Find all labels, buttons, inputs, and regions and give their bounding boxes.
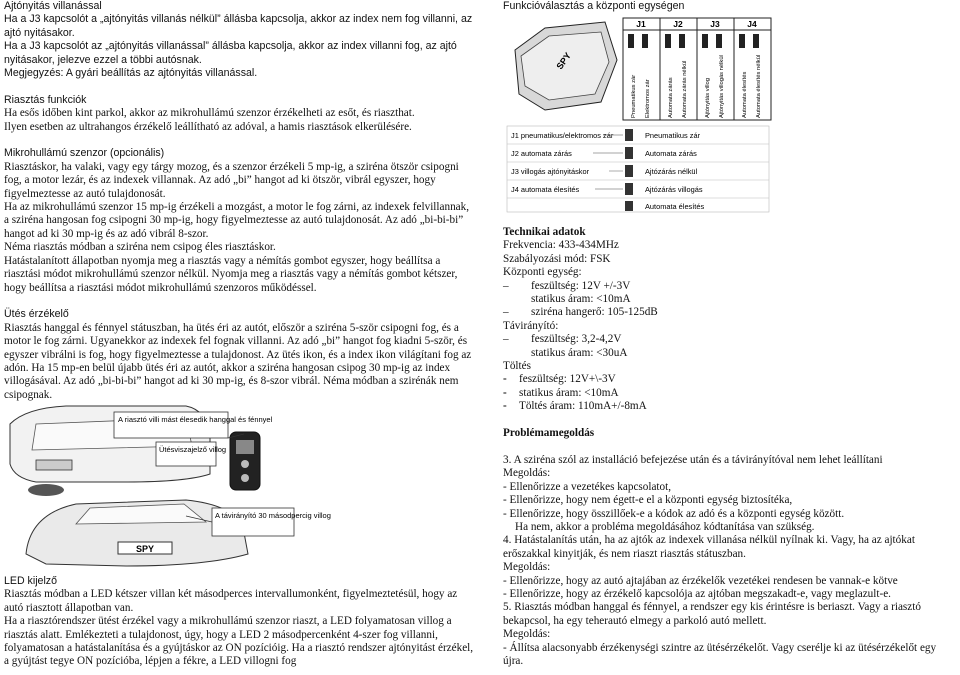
led-p1: Riasztás módban a LED kétszer villan két másodperces intervallumonként, figyelmeztetésül, hogy az autó riasztott állapotban van. bbox=[4, 588, 458, 614]
microwave-p3: Néma riasztás módban a sziréna nem csipog éles riasztáskor. bbox=[4, 241, 276, 254]
central-unit-illustration bbox=[505, 14, 773, 214]
alarm-scene-illustration bbox=[6, 404, 331, 574]
tech-charge-label: Töltés bbox=[503, 360, 531, 373]
switch-label-8: Automata élesítés nélkül bbox=[756, 54, 762, 118]
trouble-3-c: - Ellenőrizze, hogy összillőek-e a kódok az adó és a központi egység között. bbox=[503, 507, 845, 520]
map-row-3-left: J3 villogás ajtónyitáskor bbox=[511, 167, 590, 176]
trouble-3-b: - Ellenőrizze, hogy nem égett-e el a központi egység biztosítéka, bbox=[503, 494, 793, 507]
trouble-3: 3. A sziréna szól az installáció befejezése után és a távirányítóval nem lehet leállítani bbox=[503, 453, 883, 466]
door-flash-p2: Ha a J3 kapcsolót az „ajtónyitás villanással” állásba kapcsolja, akkor az index villanni fog, az ajtó nyitásakor, jelezve ezzel a többi autósnak. bbox=[4, 40, 457, 66]
microwave-title: Mikrohullámú szenzor (opcionális) bbox=[4, 147, 165, 160]
switch-label-4: Automata zárás nélkül bbox=[682, 60, 688, 118]
led-section bbox=[4, 575, 474, 669]
tech-charge-current: - Töltés áram: 110mA+/-8mA bbox=[503, 400, 647, 413]
switch-header-j2: J2 bbox=[673, 19, 683, 29]
map-row-4-left: J4 automata élesítés bbox=[511, 185, 580, 194]
trouble-3-d: Ha nem, akkor a probléma megoldásához kódtanítása van szükség. bbox=[515, 520, 815, 533]
trouble-5-a: - Állítsa alacsonyabb érzékenységi szintre az ütésérzékelőt. Vagy cserélje ki az ütésérzékelőt egy újra. bbox=[503, 641, 937, 667]
microwave-p4: Hatástalanított állapotban nyomja meg a riasztás vagy a némítás gombot egyszer, hogy beállítsa a riasztási módot mikrohullámú szenzor nélkül. Nyomja meg a riasztás vagy a némítás gombot kétszer, hogy beállítsa a riasztási módot mikrohullámú szenzoros működéssel. bbox=[4, 254, 458, 294]
switch-label-5: Ajtónyitás villog bbox=[705, 78, 711, 118]
left-column bbox=[4, 0, 474, 402]
map-row-2-left: J2 automata zárás bbox=[511, 149, 572, 158]
trouble-3-solution-label: Megoldás: bbox=[503, 467, 551, 480]
trouble-4-solution-label: Megoldás: bbox=[503, 561, 551, 574]
door-flash-p1: Ha a J3 kapcsolót a „ajtónyitás villanás nélkül” állásba kapcsolja, akkor az index nem fog villanni, az ajtó nyitásakor. bbox=[4, 13, 473, 39]
tech-title: Technikai adatok bbox=[503, 226, 586, 238]
tech-remote-voltage: – feszültség: 3,2-4,2V bbox=[503, 333, 622, 346]
rain-title: Riasztás funkciók bbox=[4, 93, 87, 106]
right-column bbox=[503, 0, 958, 13]
led-title: LED kijelző bbox=[4, 575, 57, 587]
switch-label-3: Automata zárás bbox=[668, 77, 674, 118]
tech-frequency: Frekvencia: 433-434MHz bbox=[503, 239, 619, 252]
shock-p1: Riasztás hanggal és fénnyel státuszban, ha ütés éri az autót, először a sziréna 5-ször csipogni fog, és a motor le fog zárni. Ugyanekkor az indexek fel fognak villanni. Az adó „bi” hangot fog kiadni 5-ször, és egyszer vibrálni is fog, hogy figyelmeztesse a tulajdonost. Az ütés ikon, és a index ikon világítani fog az adón. Ha 15 mp-en belül újabb ütés éri az autót, akkor a sziréna hangosan csipog 30 mp-ig az index villogásával. Az adó „bi-bi-bi” hangot ad ki 30 mp-ig, és 8-szor vibrál. Néma módban a szirénák nem csipognak. bbox=[4, 321, 472, 401]
rain-p1: Ha esős időben kint parkol, akkor az mikrohullámú szenzor érzékelheti az esőt, és riaszthat. bbox=[4, 107, 415, 120]
shock-title: Ütés érzékelő bbox=[4, 308, 69, 321]
map-row-5-right: Automata élesítés bbox=[645, 202, 705, 211]
map-row-4-right: Ajtózárás villogás bbox=[645, 185, 703, 194]
switch-header-j3: J3 bbox=[710, 19, 720, 29]
microwave-p1: Riasztáskor, ha valaki, vagy egy tárgy mozog, és a szenzor érzékeli 5 mp-ig, a sziréna ötször csipogni fog, a motor lezár, és az indexek villannak. Az adó „bi” hangot ad ki ötször, vibrál egyszer, hogy figyelmeztesse az autó tulajdonosát. bbox=[4, 160, 459, 200]
trouble-3-a: - Ellenőrizze a vezetékes kapcsolatot, bbox=[503, 480, 672, 493]
tech-charge-static: - statikus áram: <10mA bbox=[503, 386, 619, 399]
tech-modulation: Szabályozási mód: FSK bbox=[503, 252, 611, 265]
map-row-3-right: Ajtózárás nélkül bbox=[645, 167, 698, 176]
tech-remote-static: statikus áram: <30uA bbox=[531, 346, 628, 359]
switch-label-6: Ajtónyitás villogás nélkül bbox=[719, 55, 725, 118]
switch-header-j4: J4 bbox=[747, 19, 757, 29]
switch-label-2: Elektromos zár bbox=[645, 79, 651, 118]
tech-remote-label: Távirányító: bbox=[503, 319, 559, 332]
door-flash-note: Megjegyzés: A gyári beállítás az ajtónyitás villanással. bbox=[4, 67, 258, 80]
door-flash-title: Ajtónyitás villanással bbox=[4, 0, 102, 12]
switch-label-7: Automata élesítés bbox=[742, 71, 748, 118]
map-row-2-right: Automata zárás bbox=[645, 149, 697, 158]
unit-brand-text: SPY bbox=[554, 50, 573, 72]
scene-callout-3: A távirányító 30 másodpercig villog bbox=[215, 511, 331, 520]
tech-data-section bbox=[503, 226, 958, 668]
central-unit-figure bbox=[505, 14, 773, 214]
trouble-5-solution-label: Megoldás: bbox=[503, 628, 551, 641]
scene-callout-1: A riasztó villi mást élesedik hanggal és fénnyel bbox=[118, 415, 273, 424]
map-row-1-right: Pneumatikus zár bbox=[645, 131, 701, 140]
rain-section bbox=[4, 94, 474, 107]
trouble-5: 5. Riasztás módban hanggal és fénnyel, a rendszer egy kis érintésre is beriaszt. Vagy a riasztó bekapcsol, ha egy teherautó elmegy a parkoló autó mellett. bbox=[503, 601, 921, 627]
scene-callout-2: Ütésviszajelző villog bbox=[159, 445, 227, 454]
microwave-p2: Ha az mikrohullámú szenzor 15 mp-ig érzékeli a mozgást, a motor le fog zárni, az indexek felvillannak, a sziréna hangosan fog csipogni 30 mp-ig, hogy figyelmeztesse az autó tulajdonosát. Az adó „bi-bi-bi” hangot ad ki 30 mp-ig és az adó vibrál 8-szor. bbox=[4, 201, 470, 240]
scene-brand-text: SPY bbox=[135, 544, 155, 554]
tech-central-label: Központi egység: bbox=[503, 266, 582, 279]
switch-label-1: Pneumatikus zár bbox=[631, 74, 637, 118]
module-figure-title: Funkcióválasztás a központi egységen bbox=[503, 0, 685, 12]
led-p2: Ha a riasztórendszer ütést érzékel vagy a mikrohullámú szenzor riaszt, a LED folyamatosan villog a riasztás alatt. Emlékezteti a tulajdonost, úgy, hogy a LED 2 másodpercenként 4-szer fog villanni, folyamatosan a hatástalanítása és a gyújtáskor az ON pozícióig. Ha a riasztó rendszer ajtónyitást érzékel, a gyújtást tegye ON pozícióba, lépjen a fékre, a LED villogni fog bbox=[4, 615, 474, 668]
alarm-scene-figure bbox=[6, 404, 331, 574]
trouble-title: Problémamegoldás bbox=[503, 427, 595, 440]
rain-p2: Ilyen esetben az ultrahangos érzékelő leállítható az adóval, a hamis riasztások elkerülésére. bbox=[4, 120, 412, 133]
trouble-4: 4. Hatástalanítás után, ha az ajtók az indexek villanása nélkül nyílnak ki. Vagy, ha az ajtókat erőszakkal kinyitják, és nem riaszt riasztás státuszban. bbox=[503, 534, 915, 560]
trouble-4-a: - Ellenőrizze, hogy az autó ajtajában az érzékelők vezetékei rendesen be vannak-e kötve bbox=[503, 574, 898, 587]
door-flash-section bbox=[4, 0, 474, 80]
map-row-1-left: J1 pneumatikus/elektromos zár bbox=[511, 131, 614, 140]
tech-central-voltage: – feszültség: 12V +/-3V bbox=[503, 279, 631, 292]
tech-central-static: statikus áram: <10mA bbox=[531, 293, 631, 306]
tech-central-siren: – sziréna hangerő: 105-125dB bbox=[503, 306, 658, 319]
trouble-4-b: - Ellenőrizze, hogy az érzékelő kapcsolója az ajtóban megszakadt-e, vagy meglazult-e. bbox=[503, 587, 891, 600]
switch-header-j1: J1 bbox=[636, 19, 646, 29]
tech-charge-voltage: - feszültség: 12V+\-3V bbox=[503, 373, 616, 386]
